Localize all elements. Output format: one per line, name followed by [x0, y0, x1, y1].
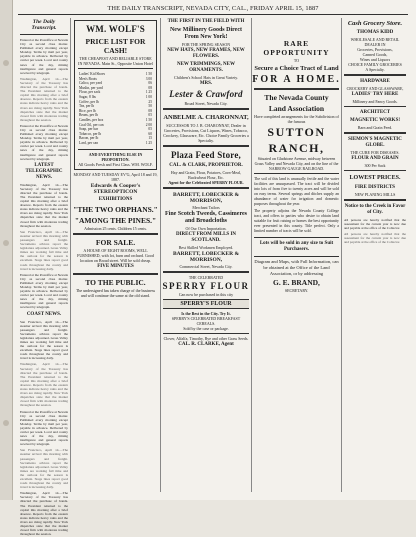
association-title: Land Association [268, 104, 325, 113]
price-value: 2 00 [145, 122, 152, 127]
program-title: "AMONG THE PINES." [74, 215, 157, 225]
price-value: 05 [148, 127, 152, 132]
price-item: Beans, per lb [79, 113, 98, 118]
price-item: Sugar, 8 lbs [79, 94, 96, 99]
price-value: 1 25 [145, 140, 152, 145]
ladies-ad: LADIES' TRY HERE [351, 92, 399, 97]
grocery-list-item: A Specialty. [365, 67, 385, 72]
price-item: Tea, per lb [79, 104, 95, 109]
millinery-line: Millinery and Fancy Goods. [352, 99, 398, 104]
article-text: Washington, April 14.—The Secretary of the Treasury has directed the purchase of bonds. The President returned to the capital this morning after a brief absence. Reports from the eastern states indicate heavy rains and the rivers are rising rapidly. New York dispatches state that the market closed firm with moderate trading throughout the session. [20, 491, 68, 537]
article-text: San Francisco, April 14.—The steamer arrived this morning with passengers and freight. Sacramento advices report the legislature adjourned. Grass Valley mines are working full time and the outlook for the season is excellent. Stage lines report good roads throughout the county and travel is increasing daily. [20, 448, 68, 490]
price-item: Lard, per can [79, 140, 99, 145]
land-paragraph: The soil of this land is unusually fertile and the water facilities are unsurpassed. The tract will be divided into lots of from five to twenty acres and will be sold on easy terms. Several springs and ditches supply an abundance of water for irrigation and domestic purposes throughout the year. [254, 177, 339, 206]
article-text: Entered at the Postoffice at Nevada City as second class matter. Published every morning except Monday. Terms by mail per year, payable in advance. Delivered by carrier per week. Local and county news of the day, mining intelligence and general reports received by telegraph. [20, 272, 68, 310]
article-text: Entered at the Postoffice at Nevada City as second class matter. Published every morning except Monday. Terms by mail per year, payable in advance. Delivered by carrier per week. Local and county news of the day, mining intelligence and general reports received by telegraph. [20, 38, 68, 75]
price-item: Tobacco, per lb [79, 131, 102, 136]
season-text: FOR THE SPRING SEASON [181, 42, 231, 47]
price-item: Bacon, per lb [79, 136, 99, 141]
barrett-title: BARRETT, LOBECKER & MORRISON, [172, 251, 240, 263]
hardware-line: CROCKERY AND GLASSWARE, [346, 86, 404, 91]
price-value: 1 25 [145, 90, 152, 95]
price-value: 1 00 [145, 94, 152, 99]
article-text: Entered at the Postoffice at Nevada City as second class matter. Published every morning except Monday. Terms by mail per year, payable in advance. Delivered by carrier per week. Local and county news of the day, mining intelligence and general reports received by telegraph. [20, 123, 68, 161]
sutton-ranch: SUTTON RANCH, [267, 125, 326, 155]
plaza-owner: CAL. & CLARK, PROPRIETOR. [169, 163, 243, 168]
price-value: 1 50 [145, 72, 152, 76]
association-title: The Nevada County [264, 93, 329, 102]
sale-body: A HOUSE OF EIGHT ROOMS, WELL FURNISHED, with lot, barn and orchard. Good location on Broad street. Will be sold cheap. [77, 247, 154, 263]
lester-address: Broad Street, Nevada City. [184, 101, 228, 106]
notice-body: All persons are hereby notified that the assessment for the current year is now due and payable at the office of the Collector. [344, 218, 406, 231]
wolf-tagline: THE CHEAPEST AND RELIABLE STORE IN NEVADA. Main St., Opposite Union Hotel [78, 56, 153, 66]
price-value: 60 [148, 131, 152, 136]
to-label: TO [293, 58, 300, 63]
price-value: 3 00 [145, 76, 152, 81]
plaza-body: Hay and Grain, Flour, Potatoes, Corn-Meal, Buckwheat Flour, Etc. [170, 170, 242, 180]
lester-crawford-title: Lester & Crawford [169, 89, 243, 99]
sperry-note: Is the Best in the City. Try It. [181, 311, 231, 316]
millinery-header: THE FIRST IN THE FIELD WITH [167, 19, 245, 24]
price-line: 300 Per Sack [364, 163, 386, 168]
price-value: 50 [148, 104, 152, 109]
price-value: 25 [148, 99, 152, 104]
grocery-list [342, 47, 408, 72]
brand-title: SECRETARY. [284, 288, 309, 293]
magnetic-globe-ad: SIEMON'S MAGNETIC GLOBE. [348, 137, 402, 148]
fire-districts: FIRE DISTRICTS [354, 185, 396, 190]
sutton-body: Situated on Gladstone Avenue, midway between Grass Valley and Nevada City, and on the line of the NARROW GAUGE RAILROAD. [254, 156, 339, 171]
page-masthead: THE DAILY TRANSCRIPT, NEVADA CITY, CAL., FRIDAY APRIL 15, 1887 [18, 4, 408, 15]
binding-hole [3, 60, 9, 66]
wolf-subtitle: PRICE LIST FOR CASH! [85, 37, 146, 55]
millinery-headline: New Millinery Goods Direct From New York! [169, 27, 243, 40]
paper-title: The Daily Transcript. [31, 19, 57, 31]
flour-grain-ad: FLOUR AND GRAIN [351, 156, 399, 161]
barrett-line: Of Our Own Importation. [185, 226, 227, 231]
stereopticon-subtitle: EXHIBITIONS [98, 196, 133, 202]
price-item: Ladies' Kid Shoes [79, 72, 106, 76]
charonnat-title: ANBELME A. CHARONNAT, [163, 114, 249, 121]
grocery-subtitle: WHOLESALE AND RETAIL DEALER IN [350, 37, 400, 47]
binding-hole [3, 240, 9, 246]
price-value: 08 [148, 108, 152, 113]
program-title: "THE TWO ORPHANS." [73, 204, 158, 214]
barrett-address: Commercial Street, Nevada City. [179, 264, 233, 269]
sperry-body: Can now be purchased in this city [178, 292, 234, 297]
price-item: Flour, per sack [79, 90, 101, 95]
column-4 [252, 18, 342, 492]
barrett-headline: Fine Scotch Tweeds, Cassimeres and Broadcloths [165, 211, 247, 224]
column-3 [161, 18, 252, 492]
mrs-label: MRS. [199, 81, 213, 86]
stereopticon-title: Edwards & Cooper's STEREOPTICON [90, 182, 141, 195]
millinery-line: NEW HATS, NEW FRAMES, NEW FLOWERS. [167, 48, 245, 59]
millinery-line: NEW TRIMMINGS, NEW ORNAMENTS. [176, 62, 236, 73]
sperry-title: SPERRY FLOUR [162, 281, 250, 291]
column-1 [18, 18, 71, 537]
section-heading: COAST NEWS. [26, 311, 62, 317]
architect-ad: ARCHITECT [359, 110, 391, 115]
grocery-owner: THOMAS KIDD [356, 30, 394, 35]
sperry-stamp: SPERRY'S FLOUR [163, 299, 249, 309]
sperry-header: THE CELEBRATED [188, 275, 224, 280]
price-item: Men's Boots [79, 76, 97, 81]
secure-land-headline: Secure a Choice Tract of Land [254, 65, 339, 72]
association-body: Have completed arrangements for the Subdivision of the famous [254, 114, 339, 124]
barrett-title: BARRETT, LOBECKER & MORRISON, [172, 192, 240, 204]
exhibition-date: MONDAY AND TUESDAY EV'G, April 18 and 19, 1887. [73, 171, 158, 182]
grocery-list-item: CHOICE FAMILY GROCERIES [348, 62, 402, 67]
grocery-list-item: Groceries, Provisions, [357, 47, 393, 52]
article-text: Washington, April 14.—The Secretary of the Treasury has directed the purchase of bonds. The President returned to the capital this morning after a brief absence. Reports from the eastern states indicate heavy rains and the rivers are rising rapidly. New York dispatches state that the market closed firm with moderate trading throughout the session. [20, 76, 68, 122]
notice-body: All persons are hereby notified that the assessment for the current year is now due and payable at the office of the Collector. [344, 232, 406, 245]
price-row [79, 141, 152, 146]
land-paragraph: The property adjoins the Nevada County College tract, and offers to parties who desire to obtain land suitable for fruit raising or homes the best opportunity ever presented in this county. Title perfect. Only a limited number of tracts will be sold. [254, 209, 339, 233]
barrett-subtitle: Merchant Tailors [192, 205, 220, 210]
column-5 [342, 18, 408, 492]
diagram-info: Diagram and Maps, with Full Information, can be obtained at the Office of the Land Association, or by addressing [254, 259, 339, 276]
price-item: Rice, per lb [79, 108, 96, 113]
feed-line: Barn and Grain Feed. [357, 125, 393, 130]
section-heading: LATEST TELEGRAPHIC NEWS. [25, 162, 63, 180]
rare-opportunity: RARE OPPORTUNITY [263, 39, 330, 57]
public-body: The undersigned has taken charge of the business and will continue the same at the old stand. [75, 287, 156, 298]
price-value: 06 [148, 81, 152, 86]
planing-mills: NEW PLANING MILLS [354, 192, 396, 197]
price-value: 15 [148, 136, 152, 141]
article-text: Entered at the Postoffice at Nevada City as second class matter. Published every morning except Monday. Terms by mail per year, payable in advance. Delivered by carrier per week. Local and county news of the day, mining intelligence and general reports received by telegraph. [20, 409, 68, 447]
lots-size-line: Lots will be sold in any size to Suit Purchasers. [259, 241, 334, 252]
price-item: Calico, per yard [79, 81, 103, 86]
binding-hole [3, 420, 9, 426]
sale-footer: FIVE MINUTES [97, 263, 134, 269]
price-value: 05 [148, 113, 152, 118]
plaza-agent: Agent for the Celebrated SPERRY FLOUR. [168, 180, 244, 185]
price-value: 08 [148, 85, 152, 90]
barrett-line: Best Skilled Workmen Employed. [178, 245, 234, 250]
column-2 [71, 18, 161, 492]
barrett-line: DIRECT FROM MILLS IN SCOTLAND. [175, 232, 237, 243]
binding-gutter [0, 0, 13, 500]
grocery-list-item: Wines and Liquors [359, 57, 391, 62]
article-text: Washington, April 14.—The Secretary of the Treasury has directed the purchase of bonds. The President returned to the capital this morning after a brief absence. Reports from the eastern states indicate heavy rains and the rivers are rising rapidly. New York dispatches state that the market closed firm with moderate trading throughout the session. [20, 362, 68, 408]
price-item: Candles, per box [79, 117, 104, 122]
sperry-line: Clover, Alfalfa, Timothy, Rye and other Grass Seeds. [163, 336, 249, 341]
sale-title: FOR SALE. [95, 237, 136, 247]
article-text: Washington, April 14.—The Secretary of the Treasury has directed the purchase of bonds. The President returned to the capital this morning after a brief absence. Reports from the eastern states indicate heavy rains and the rivers are rising rapidly. New York dispatches state that the market closed firm with moderate trading throughout the session. [20, 182, 68, 228]
article-text: San Francisco, April 14.—The steamer arrived this morning with passengers and freight. Sacramento advices report the legislature adjourned. Grass Valley mines are working full time and the outlook for the season is excellent. Stage lines report good roads throughout the county and travel is increasing daily. [20, 319, 68, 361]
grocery-title: Cash Grocery Store. [347, 20, 403, 27]
price-item: Muslin, per yard [79, 85, 103, 90]
brand-signature: G. E. BRAND, [273, 278, 320, 287]
hardware-ad: HARDWARE [360, 79, 390, 84]
wolf-advertisement [74, 20, 157, 170]
admission-text: Admission 25 cents. Children 15 cents. [84, 225, 147, 231]
lowest-prices: LOWEST PRICES. [349, 175, 401, 181]
sperry-line: SPERRY'S CELEBRATED BREAKFAST CEREALS. [171, 316, 241, 326]
notice-title: Notice to the Creek in Favor of City. [344, 204, 406, 215]
for-a-home: FOR A HOME. [252, 74, 341, 85]
sperry-line: Sold by the case or package. [183, 326, 229, 331]
grocery-list-item: Canned Goods, [362, 52, 388, 57]
millinery-line: Children's School Hats in Great Variety. [174, 75, 238, 80]
public-title: TO THE PUBLIC. [85, 277, 146, 287]
sperry-agent: CAL. R. CLARKE, Agent [178, 342, 234, 347]
magnetic-works-ad: MAGNETIC WORKS! [349, 118, 401, 123]
price-value: 1 50 [145, 117, 152, 122]
price-item: Coal Oil, per can [79, 122, 104, 127]
cure-line: THE CURE FOR DISEASES. [350, 150, 400, 155]
price-item: Coffee, per lb [79, 99, 99, 104]
charonnat-body: SUCCESSOR TO J. B. CHARONNAT, Dealer in Groceries, Provisions, Cut Liquors, Wines, Tobacco, Crockery, Glassware, Etc. Choice Family Groceries a Specialty. [163, 123, 249, 143]
plaza-title: Plaza Feed Store, [171, 150, 241, 160]
article-text: San Francisco, April 14.—The steamer arrived this morning with passengers and freight. Sacramento advices report the legislature adjourned. Grass Valley mines are working full time and the outlook for the season is excellent. Stage lines report good roads throughout the county and travel is increasing daily. [20, 229, 68, 271]
wolf-footer: All Goods Fresh and First Class. WM. WOLF. [78, 161, 153, 167]
price-item: Soap, per bar [79, 127, 99, 132]
wolf-title: WM. WOLF'S [86, 24, 145, 34]
wolf-footer: AND EVERYTHING ELSE IN PROPORTION. [88, 151, 143, 162]
price-list [76, 71, 155, 147]
